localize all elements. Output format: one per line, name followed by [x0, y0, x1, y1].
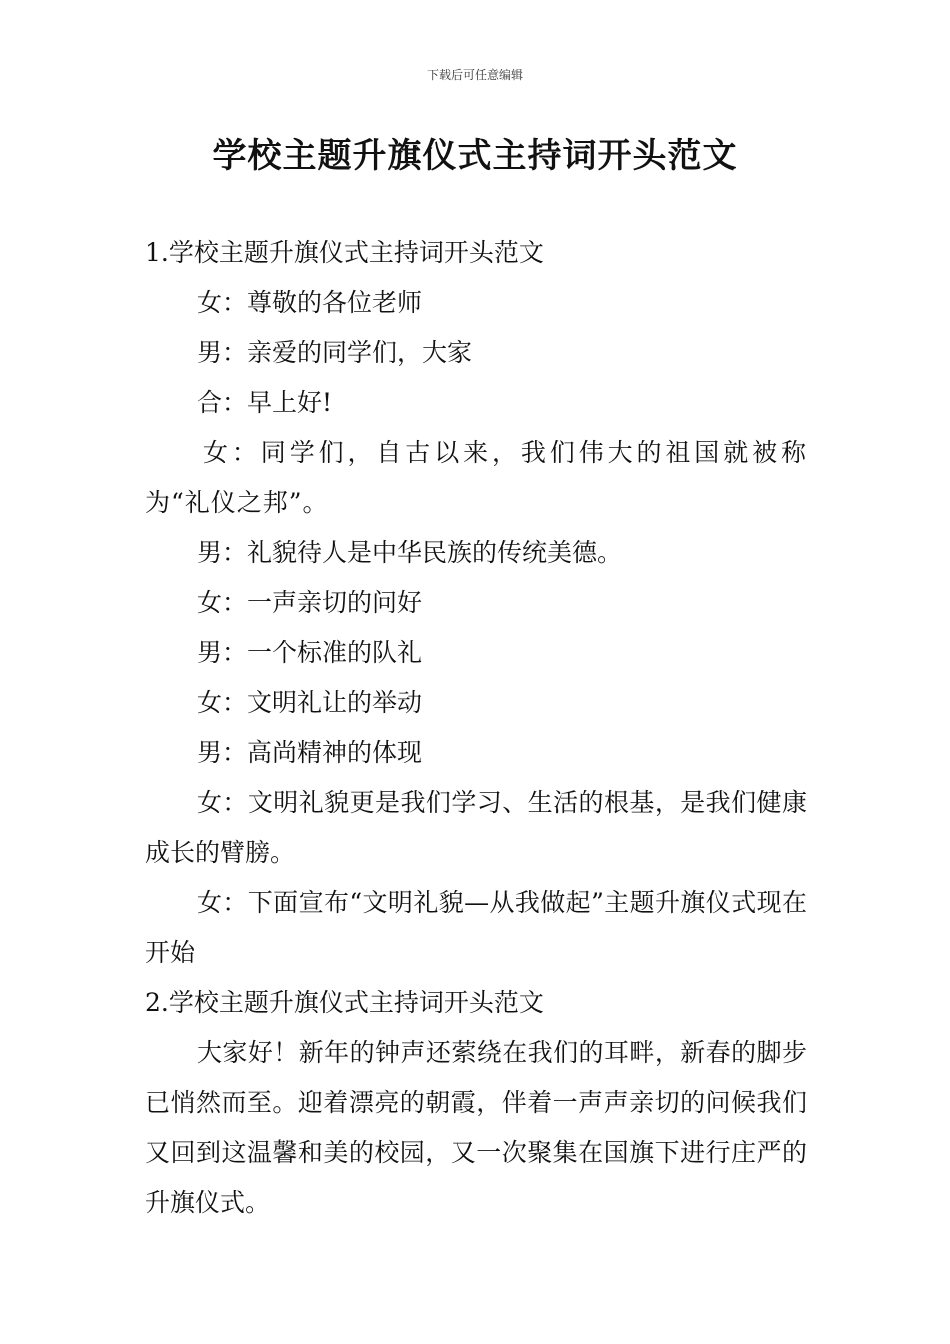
body-paragraph: 女：文明礼貌更是我们学习、生活的根基，是我们健康成长的臂膀。	[145, 788, 807, 867]
page-header-note: 下载后可任意编辑	[426, 68, 523, 82]
section-heading: 2.学校主题升旗仪式主持词开头范文	[145, 988, 544, 1017]
body-paragraph: 合：早上好!	[197, 388, 333, 417]
body-paragraph: 女：一声亲切的问好	[197, 588, 423, 617]
body-paragraph: 女：同学们，自古以来，我们伟大的祖国就被称为“礼仪之邦”。	[145, 438, 807, 517]
body-paragraph: 女：下面宣布“文明礼貌—从我做起”主题升旗仪式现在开始	[145, 888, 807, 967]
body-paragraph: 男：亲爱的同学们，大家	[197, 338, 473, 367]
document-body	[145, 228, 807, 1228]
document-title: 学校主题升旗仪式主持词开头范文	[212, 136, 738, 176]
body-paragraph: 女：文明礼让的举动	[197, 688, 423, 717]
section-heading: 1.学校主题升旗仪式主持词开头范文	[145, 238, 544, 267]
body-paragraph: 大家好！新年的钟声还萦绕在我们的耳畔，新春的脚步已悄然而至。迎着漂亮的朝霞，伴着一声声亲切的问候我们又回到这温馨和美的校园，又一次聚集在国旗下进行庄严的升旗仪式。	[145, 1038, 807, 1217]
body-paragraph: 男：高尚精神的体现	[197, 738, 423, 767]
body-paragraph: 男：礼貌待人是中华民族的传统美德。	[197, 538, 623, 567]
body-paragraph: 女：尊敬的各位老师	[197, 288, 423, 317]
body-paragraph: 男：一个标准的队礼	[197, 638, 423, 667]
